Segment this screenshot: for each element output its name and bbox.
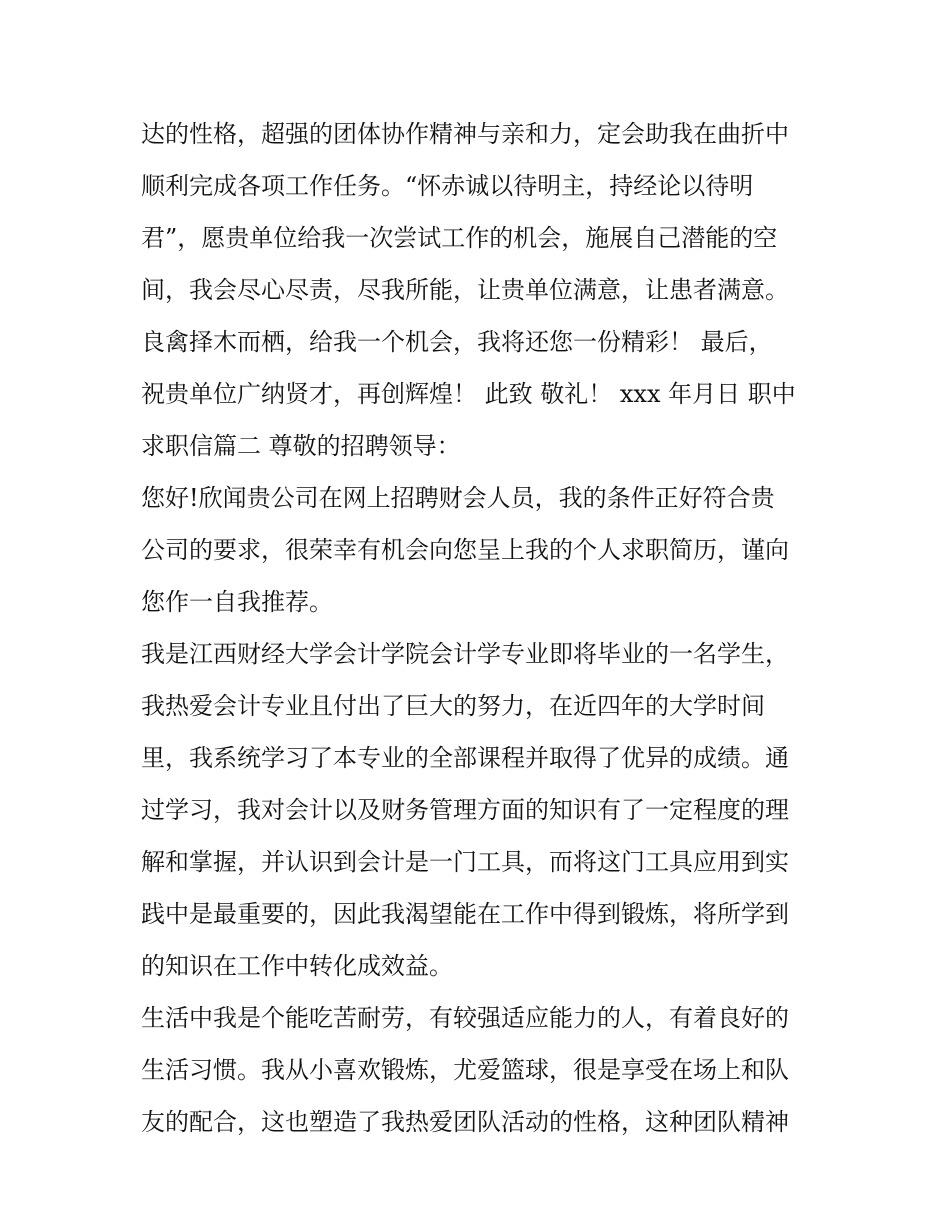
text-line: 友的配合，这也塑造了我热爱团队活动的性格，这种团队精神 bbox=[141, 1108, 789, 1136]
text-line: 君”，愿贵单位给我一次尝试工作的机会，施展自己潜能的空 bbox=[141, 224, 778, 252]
text-line: 我热爱会计专业且付出了巨大的努力，在近四年的大学时间 bbox=[141, 692, 765, 720]
text-line: 良禽择木而栖，给我一个机会，我将还您一份精彩！ 最后， bbox=[141, 328, 773, 356]
text-line: 生活中我是个能吃苦耐劳，有较强适应能力的人，有着良好的 bbox=[141, 1004, 789, 1032]
text-line: 的知识在工作中转化成效益。 bbox=[141, 952, 453, 980]
text-line: 祝贵单位广纳贤才，再创辉煌！ 此致 敬礼！ xxx 年月日 职中 bbox=[141, 380, 796, 408]
text-line: 我是江西财经大学会计学院会计学专业即将毕业的一名学生， bbox=[141, 640, 789, 668]
text-line: 达的性格，超强的团体协作精神与亲和力，定会助我在曲折中 bbox=[141, 120, 789, 148]
text-line: 里，我系统学习了本专业的全部课程并取得了优异的成绩。通 bbox=[141, 744, 789, 772]
body-text bbox=[141, 108, 821, 1148]
text-line: 践中是最重要的，因此我渴望能在工作中得到锻炼，将所学到 bbox=[141, 900, 789, 928]
text-line: 您作一自我推荐。 bbox=[141, 588, 333, 616]
text-line: 您好!欣闻贵公司在网上招聘财会人员，我的条件正好符合贵 bbox=[141, 484, 775, 512]
text-line: 过学习，我对会计以及财务管理方面的知识有了一定程度的理 bbox=[141, 796, 789, 824]
text-line: 间，我会尽心尽责，尽我所能，让贵单位满意，让患者满意。 bbox=[141, 276, 789, 304]
text-line: 公司的要求，很荣幸有机会向您呈上我的个人求职简历，谨向 bbox=[141, 536, 789, 564]
text-line: 生活习惯。我从小喜欢锻炼，尤爱篮球，很是享受在场上和队 bbox=[141, 1056, 789, 1084]
text-line: 解和掌握，并认识到会计是一门工具，而将这门工具应用到实 bbox=[141, 848, 789, 876]
text-line: 顺利完成各项工作任务。“怀赤诚以待明主，持经论以待明 bbox=[141, 172, 754, 200]
text-line: 求职信篇二 尊敬的招聘领导： bbox=[141, 432, 461, 460]
